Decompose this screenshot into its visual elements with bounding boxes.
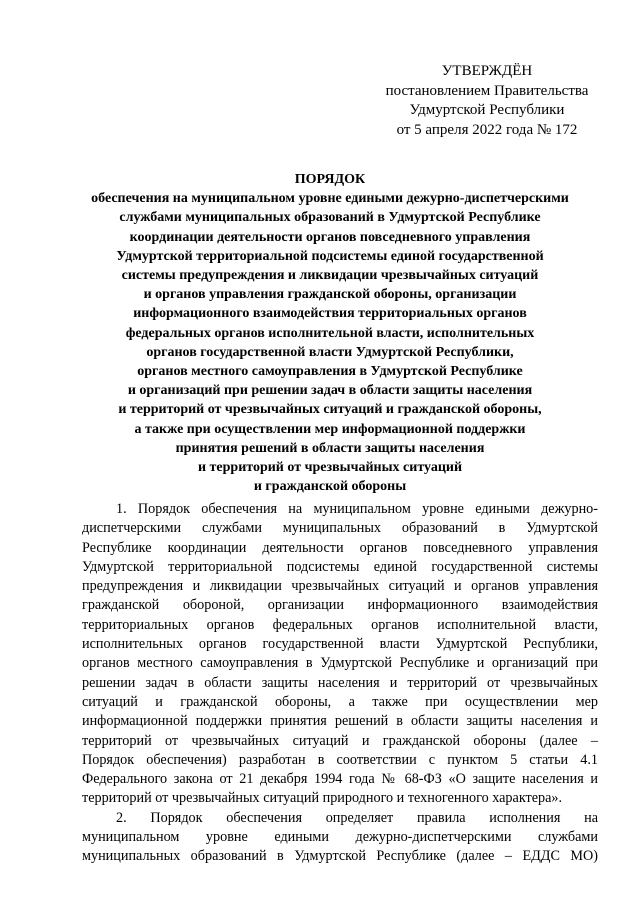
paragraph-line: Республике координации деятельности органов повседневного управления — [82, 539, 598, 556]
title-line: органов местного самоуправления в Удмуртской Республике — [137, 364, 523, 380]
approval-line: УТВЕРЖДЁН — [441, 63, 533, 79]
paragraph-line: информационной поддержки принятия решений в области защиты населения и — [82, 713, 598, 730]
title-line: системы предупреждения и ликвидации чрезвычайных ситуаций — [121, 268, 539, 284]
paragraph-line: территорий от чрезвычайных ситуаций и гражданской обороны (далее – — [82, 732, 598, 749]
paragraph-line: органов местного самоуправления в Удмуртской Республике и организаций при — [82, 655, 598, 672]
approval-line: Удмуртской Республики — [409, 102, 565, 118]
document-title — [60, 170, 600, 496]
paragraph-line: территориальных органов федеральных органов исполнительной власти, — [82, 616, 598, 633]
title-line: службами муниципальных образований в Удмуртской Республике — [119, 210, 541, 226]
title-heading: ПОРЯДОК — [294, 172, 366, 187]
title-line: координации деятельности органов повседневного управления — [129, 229, 531, 245]
paragraph-line: Федерального закона от 21 декабря 1994 года № 68-ФЗ «О защите населения и — [82, 771, 598, 788]
paragraph-line: муниципальных образований в Удмуртской Республике (далее – ЕДДС МО) — [82, 848, 598, 865]
document-body — [82, 500, 598, 867]
paragraph-line: Удмуртской территориальной подсистемы единой государственной системы — [82, 558, 598, 575]
title-line: обеспечения на муниципальном уровне едиными дежурно-диспетчерскими — [91, 191, 569, 207]
approval-stamp — [372, 62, 602, 140]
title-line: а также при осуществлении мер информационной поддержки — [134, 421, 526, 437]
paragraph-line: диспетчерскими службами муниципальных образований в Удмуртской — [82, 520, 598, 537]
paragraph-line: 1. Порядок обеспечения на муниципальном уровне едиными дежурно- — [116, 501, 598, 517]
title-line: Удмуртской территориальной подсистемы единой государственной — [116, 248, 544, 264]
paragraph-line: ситуаций и гражданской обороны, а также при осуществлении мер — [82, 693, 598, 710]
paragraph-line: гражданской обороной, организации информационного взаимодействия — [82, 597, 598, 614]
paragraph-line: предупреждения и ликвидации чрезвычайных ситуаций и органов управления — [82, 578, 598, 595]
title-line: и органов управления гражданской обороны, организации — [143, 287, 517, 303]
approval-line: постановлением Правительства — [385, 82, 589, 99]
title-line: и организаций при решении задач в области защиты населения — [127, 383, 533, 399]
paragraph-line: 2. Порядок обеспечения определяет правила исполнения на — [116, 809, 598, 826]
paragraph-line: Порядок обеспечения) разработан в соответствии с пунктом 5 статьи 4.1 — [82, 751, 598, 768]
title-line: органов государственной власти Удмуртской Республики, — [146, 344, 514, 360]
title-line: и гражданской обороны — [253, 479, 407, 495]
paragraph-line: территорий от чрезвычайных ситуаций природного и техногенного характера». — [82, 790, 563, 807]
paragraph-line: муниципальном уровне едиными дежурно-диспетчерскими службами — [82, 829, 598, 846]
title-line: и территорий от чрезвычайных ситуаций и гражданской обороны, — [118, 402, 542, 418]
title-line: федеральных органов исполнительной власти, исполнительных — [125, 325, 535, 341]
paragraph-line: решении задач в области защиты населения и территорий от чрезвычайных — [82, 674, 598, 691]
title-line: информационного взаимодействия территориальных органов — [133, 306, 527, 322]
title-line: и территорий от чрезвычайных ситуаций — [197, 460, 463, 476]
approval-line: от 5 апреля 2022 года № 172 — [396, 121, 578, 138]
title-line: принятия решений в области защиты населения — [175, 440, 485, 456]
paragraph-line: исполнительных органов государственной власти Удмуртской Республики, — [82, 636, 598, 653]
